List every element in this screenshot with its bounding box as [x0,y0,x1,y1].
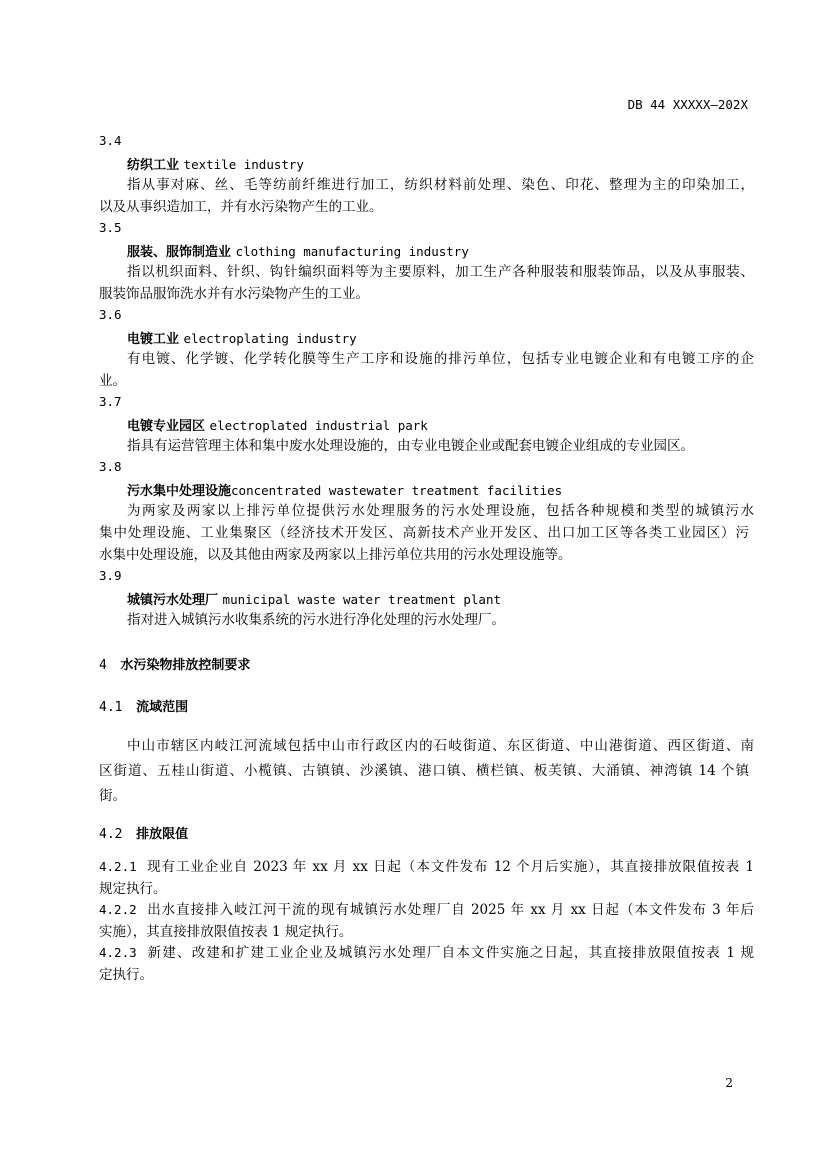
clause-line [99,899,754,921]
definition-term [127,154,304,173]
clause-line [99,942,754,964]
definition-line: 业。 [99,373,126,389]
definition-line: 指具有运营管理主体和集中废水处理设施的，由专业电镀企业或配套电镀企业组成的专业园区。 [127,438,694,454]
term-en: electroplated industrial park [209,418,428,433]
clause-text: 现有工业企业自 2023 年 xx 月 xx 日起（本文件发布 12 个月后实施），其直接排放限值按表 1 [147,859,754,875]
clause-number: 4.2.1 [99,859,137,874]
term-en: clothing manufacturing industry [235,244,469,259]
chapter-title: 水污染物排放控制要求 [120,658,251,673]
clause-line [99,856,754,878]
term-en: textile industry [183,157,304,172]
definition-line: 指以机织面料、针织、钩针编织面料等为主要原料，加工生产各种服装和服装饰品，以及从事服装、 [127,264,754,280]
term-en: municipal waste water treatment plant [222,592,501,607]
page-number: 2 [725,1076,733,1090]
clause-number: 4.2.3 [99,945,137,960]
section-line: 街。 [99,788,126,804]
definition-line: 水集中处理设施，以及其他由两家及两家以上排污单位共用的污水处理设施等。 [99,547,572,563]
term-zh: 服装、服饰制造业 [127,245,232,260]
definition-number: 3.6 [99,307,122,322]
definition-line: 有电镀、化学镀、化学转化膜等生产工序和设施的排污单位，包括专业电镀企业和有电镀工序的企 [127,351,754,367]
definition-line: 集中处理设施、工业集聚区（经济技术开发区、高新技术产业开发区、出口加工区等各类工业园区）污 [99,525,749,541]
clause-text: 新建、改建和扩建工业企业及城镇污水处理厂自本文件实施之日起，其直接排放限值按表 1 规 [147,945,754,961]
section-number: 4.1 [99,700,123,715]
clause-line: 规定执行。 [99,881,167,897]
chapter-heading [99,654,250,673]
section-line: 区街道、五桂山街道、小榄镇、古镇镇、沙溪镇、港口镇、横栏镇、板芙镇、大涌镇、神湾镇 14 个镇 [99,763,749,779]
term-zh: 城镇污水处理厂 [127,593,219,608]
definition-term [127,589,501,608]
term-zh: 电镀工业 [127,332,180,347]
term-zh: 电镀专业园区 [127,419,206,434]
definition-term [127,480,562,499]
clause-line: 定执行。 [99,967,153,983]
term-zh: 纺织工业 [127,158,180,173]
definition-number: 3.7 [99,394,122,409]
definition-term [127,328,357,347]
definition-line: 指对进入城镇污水收集系统的污水进行净化处理的污水处理厂。 [127,612,505,628]
definition-number: 3.5 [99,220,122,235]
definition-number: 3.8 [99,459,122,474]
term-zh: 污水集中处理设施 [127,484,232,499]
definition-line: 为两家及两家以上排污单位提供污水处理服务的污水处理设施，包括各种规模和类型的城镇污水 [127,503,754,519]
section-heading [99,823,188,842]
term-en: electroplating industry [183,331,357,346]
section-title: 流域范围 [136,700,189,715]
definition-number: 3.4 [99,133,122,148]
section-line: 中山市辖区内岐江河流域包括中山市行政区内的石岐街道、东区街道、中山港街道、西区街道、南 [127,738,754,754]
clause-number: 4.2.2 [99,902,137,917]
definition-term [127,415,428,434]
definition-line: 指从事对麻、丝、毛等纺前纤维进行加工，纺织材料前处理、染色、印花、整理为主的印染加工， [127,177,754,193]
definition-term [127,241,469,260]
clause-text: 出水直接排入岐江河干流的现有城镇污水处理厂自 2025 年 xx 月 xx 日起（本文件发布 3 年后 [147,902,754,918]
definition-line: 服装饰品服饰洗水并有水污染物产生的工业。 [99,286,369,302]
clause-line: 实施），其直接排放限值按表 1 规定执行。 [99,924,353,940]
section-title: 排放限值 [136,827,189,842]
doc-code-header: DB 44 XXXXX—202X [627,97,748,112]
chapter-number: 4 [99,658,107,673]
definition-line: 以及从事织造加工，并有水污染物产生的工业。 [99,199,383,215]
definition-number: 3.9 [99,568,122,583]
term-en: concentrated wastewater treatment facilities [231,483,563,498]
section-heading [99,696,188,715]
section-number: 4.2 [99,827,123,842]
